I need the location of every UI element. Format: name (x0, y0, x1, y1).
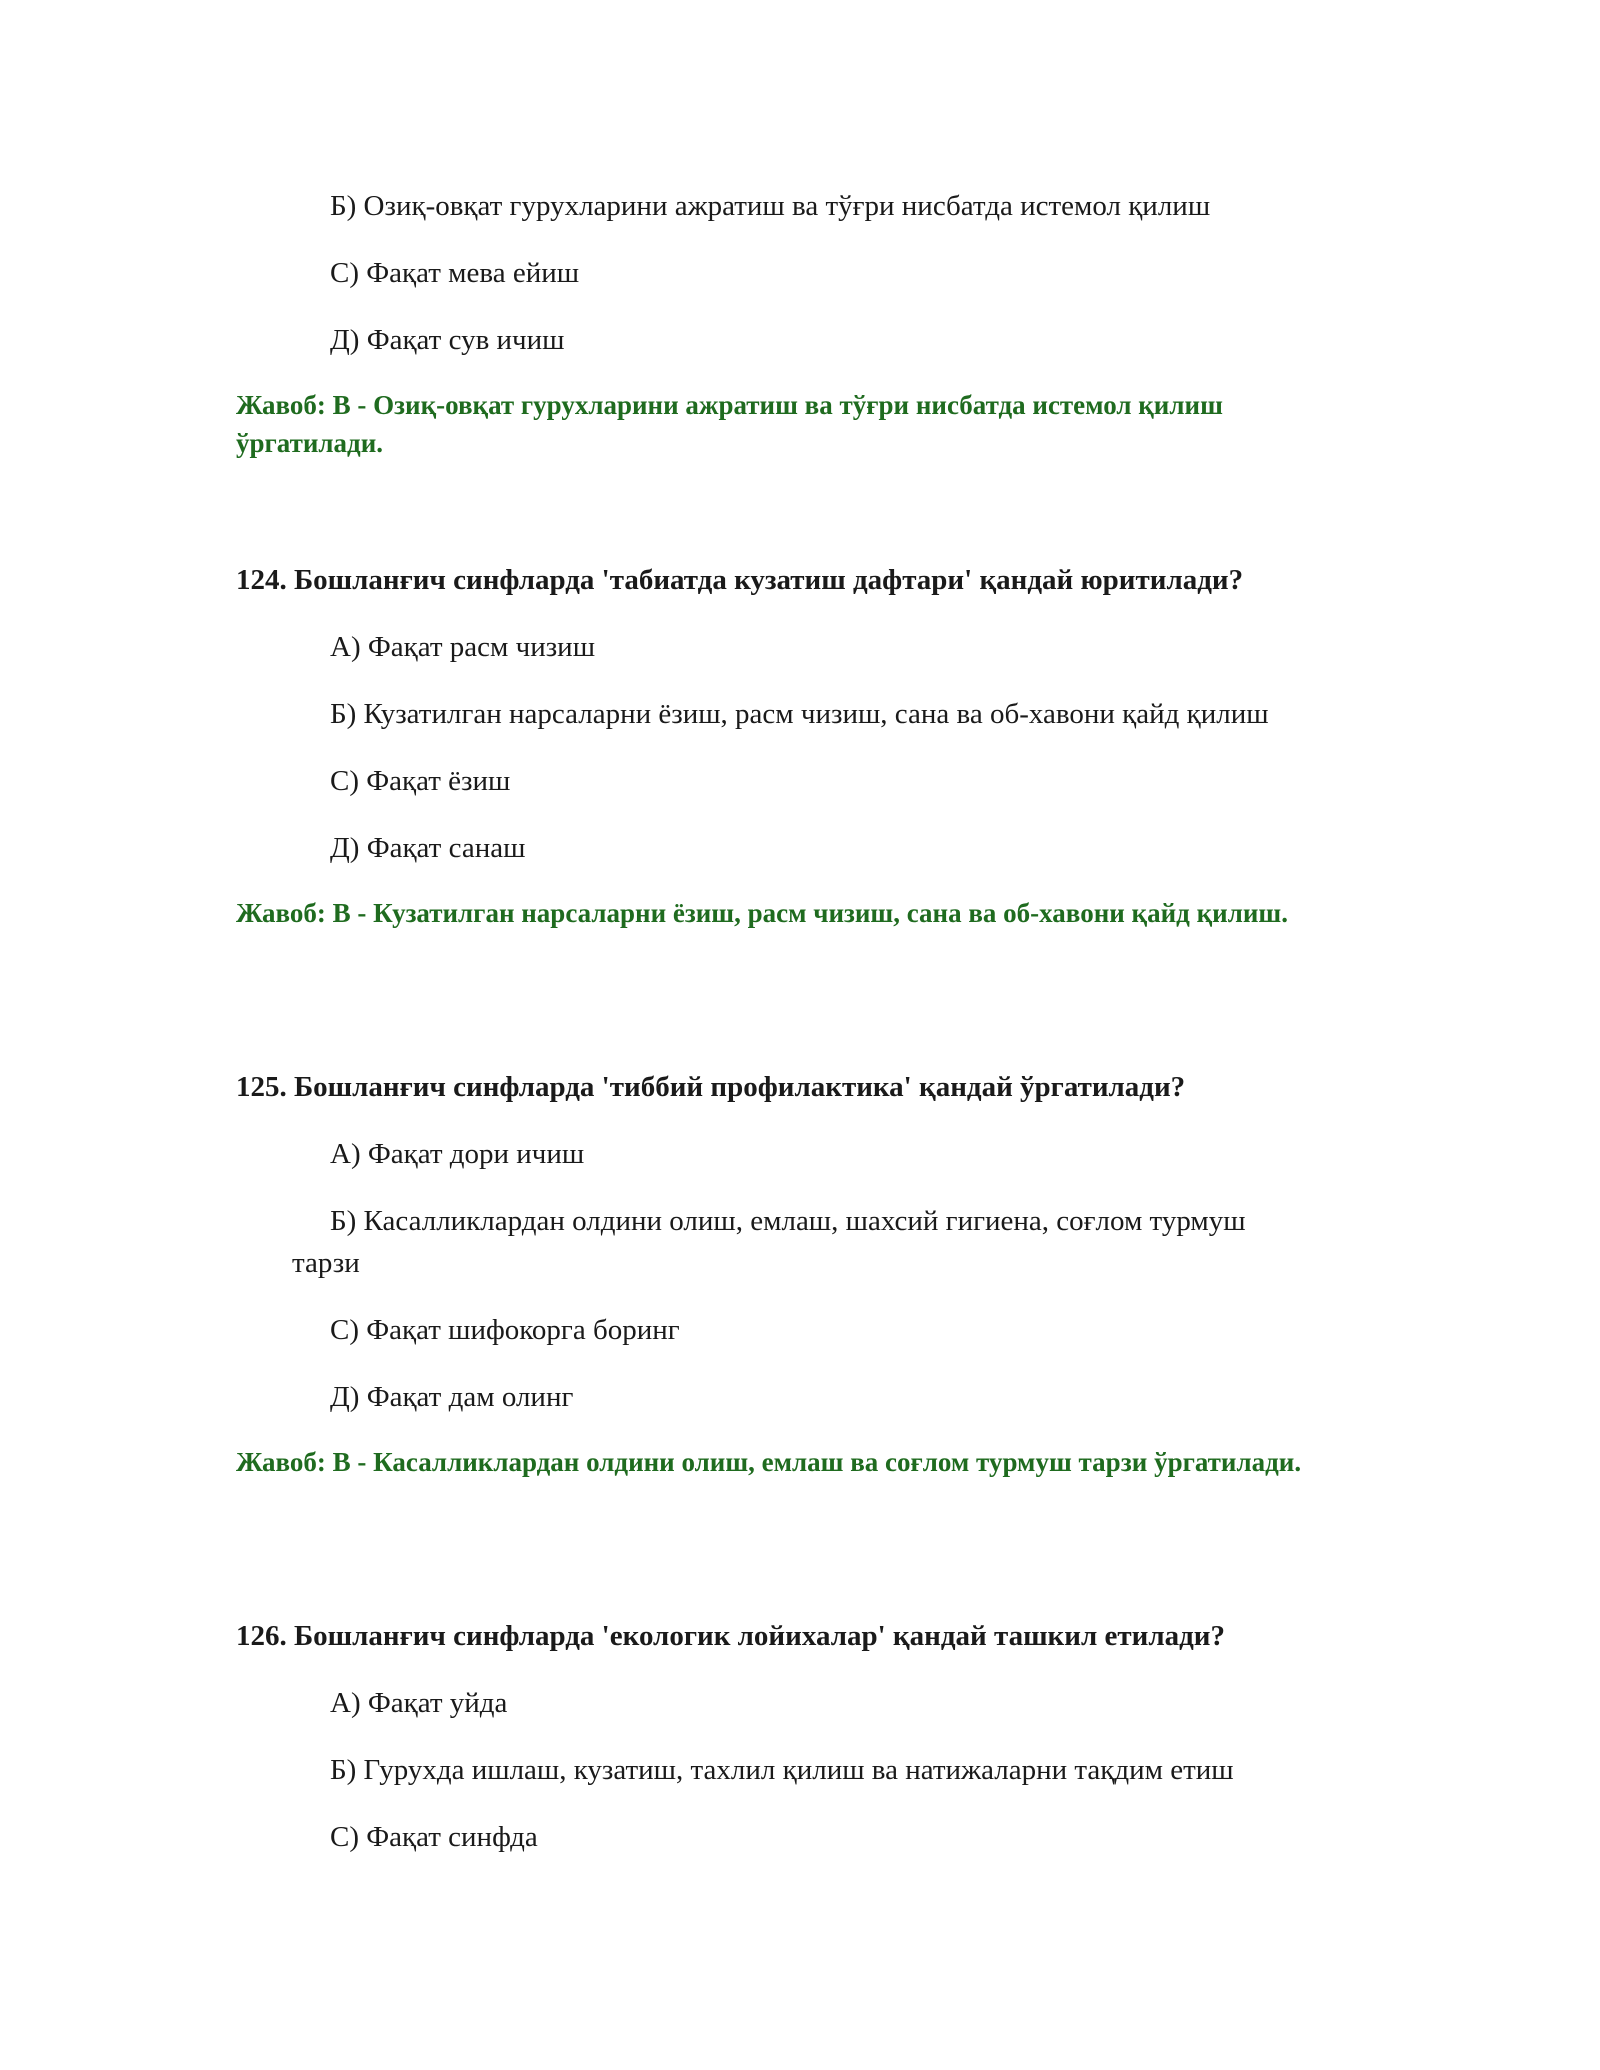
option-c: С) Фақат шифокорга боринг (330, 1314, 680, 1346)
question-heading: 125. Бошланғич синфларда 'тиббий профилактика' қандай ўргатилади? (236, 1071, 1186, 1103)
question-heading: 126. Бошланғич синфларда 'екологик лойихалар' қандай ташкил етилади? (236, 1620, 1225, 1652)
answer-text: Жавоб: В - Кузатилган нарсаларни ёзиш, расм чизиш, сана ва об-хавони қайд қилиш. (236, 898, 1288, 928)
option-d: Д) Фақат сув ичиш (330, 324, 565, 356)
option-a: А) Фақат уйда (330, 1687, 508, 1719)
answer-text: Жавоб: В - Касалликлардан олдини олиш, емлаш ва соғлом турмуш тарзи ўргатилади. (236, 1447, 1302, 1477)
option-c: С) Фақат синфда (330, 1821, 538, 1853)
option-c: С) Фақат ёзиш (330, 765, 511, 797)
question-heading: 124. Бошланғич синфларда 'табиатда кузатиш дафтари' қандай юритилади? (236, 564, 1244, 596)
option-a: А) Фақат расм чизиш (330, 631, 596, 663)
option-c: С) Фақат мева ейиш (330, 257, 580, 289)
option-b: Б) Гурухда ишлаш, кузатиш, тахлил қилиш ва натижаларни тақдим етиш (330, 1754, 1234, 1786)
option-b: Б) Кузатилган нарсаларни ёзиш, расм чизиш, сана ва об-хавони қайд қилиш (330, 698, 1269, 730)
option-b-continuation: тарзи (292, 1247, 360, 1279)
option-d: Д) Фақат санаш (330, 832, 526, 864)
answer-text: Жавоб: В - Озиқ-овқат гурухларини ажратиш ва тўғри нисбатда истемол қилиш ўргатилади. (236, 390, 1223, 458)
option-b: Б) Касалликлардан олдини олиш, емлаш, шахсий гигиена, соғлом турмуш (330, 1205, 1246, 1237)
option-d: Д) Фақат дам олинг (330, 1381, 574, 1413)
option-b: Б) Озиқ-овқат гурухларини ажратиш ва тўғри нисбатда истемол қилиш (330, 190, 1211, 222)
option-a: А) Фақат дори ичиш (330, 1138, 585, 1170)
